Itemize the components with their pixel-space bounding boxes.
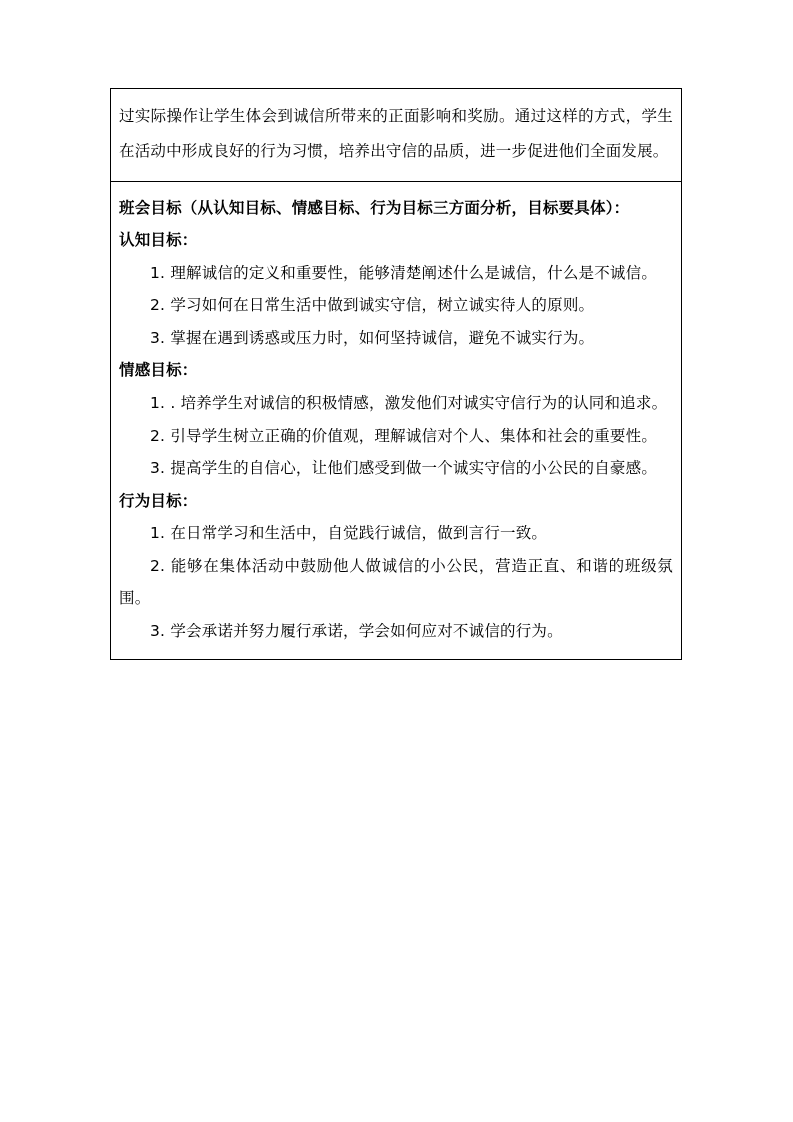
cognitive-heading: 认知目标： [119, 231, 198, 250]
table-row [111, 89, 682, 182]
emotional-heading: 情感目标： [119, 361, 198, 380]
cognitive-item-2: 2. 学习如何在日常生活中做到诚实守信，树立诚实待人的原则。 [150, 296, 595, 315]
table-row [111, 181, 682, 660]
emotional-item-3: 3. 提高学生的自信心，让他们感受到做一个诚实守信的小公民的自豪感。 [150, 459, 658, 478]
emotional-item-2: 2. 引导学生树立正确的价值观，理解诚信对个人、集体和社会的重要性。 [150, 426, 658, 445]
cognitive-item-1: 1. 理解诚信的定义和重要性，能够清楚阐述什么是诚信，什么是不诚信。 [150, 263, 658, 282]
behavior-heading: 行为目标： [119, 491, 198, 510]
behavior-item-3: 3. 学会承诺并努力履行承诺，学会如何应对不诚信的行为。 [150, 621, 563, 640]
behavior-item-2: 2. 能够在集体活动中鼓励他人做诚信的小公民，营造正直、和谐的班级氛围。 [119, 556, 673, 608]
emotional-item-1: 1. . 培养学生对诚信的积极情感，激发他们对诚实守信行为的认同和追求。 [150, 394, 668, 413]
lesson-plan-table [110, 88, 682, 660]
objectives-cell [111, 181, 682, 660]
continuation-paragraph: 过实际操作让学生体会到诚信所带来的正面影响和奖励。通过这样的方式，学生在活动中形成良好的行为习惯，培养出守信的品质，进一步促进他们全面发展。 [119, 107, 673, 160]
continuation-cell [111, 89, 682, 182]
objectives-title: 班会目标（从认知目标、情感目标、行为目标三方面分析，目标要具体）： [119, 198, 630, 217]
behavior-item-1: 1. 在日常学习和生活中，自觉践行诚信，做到言行一致。 [150, 524, 548, 543]
cognitive-item-3: 3. 掌握在遇到诱惑或压力时，如何坚持诚信，避免不诚实行为。 [150, 328, 595, 347]
